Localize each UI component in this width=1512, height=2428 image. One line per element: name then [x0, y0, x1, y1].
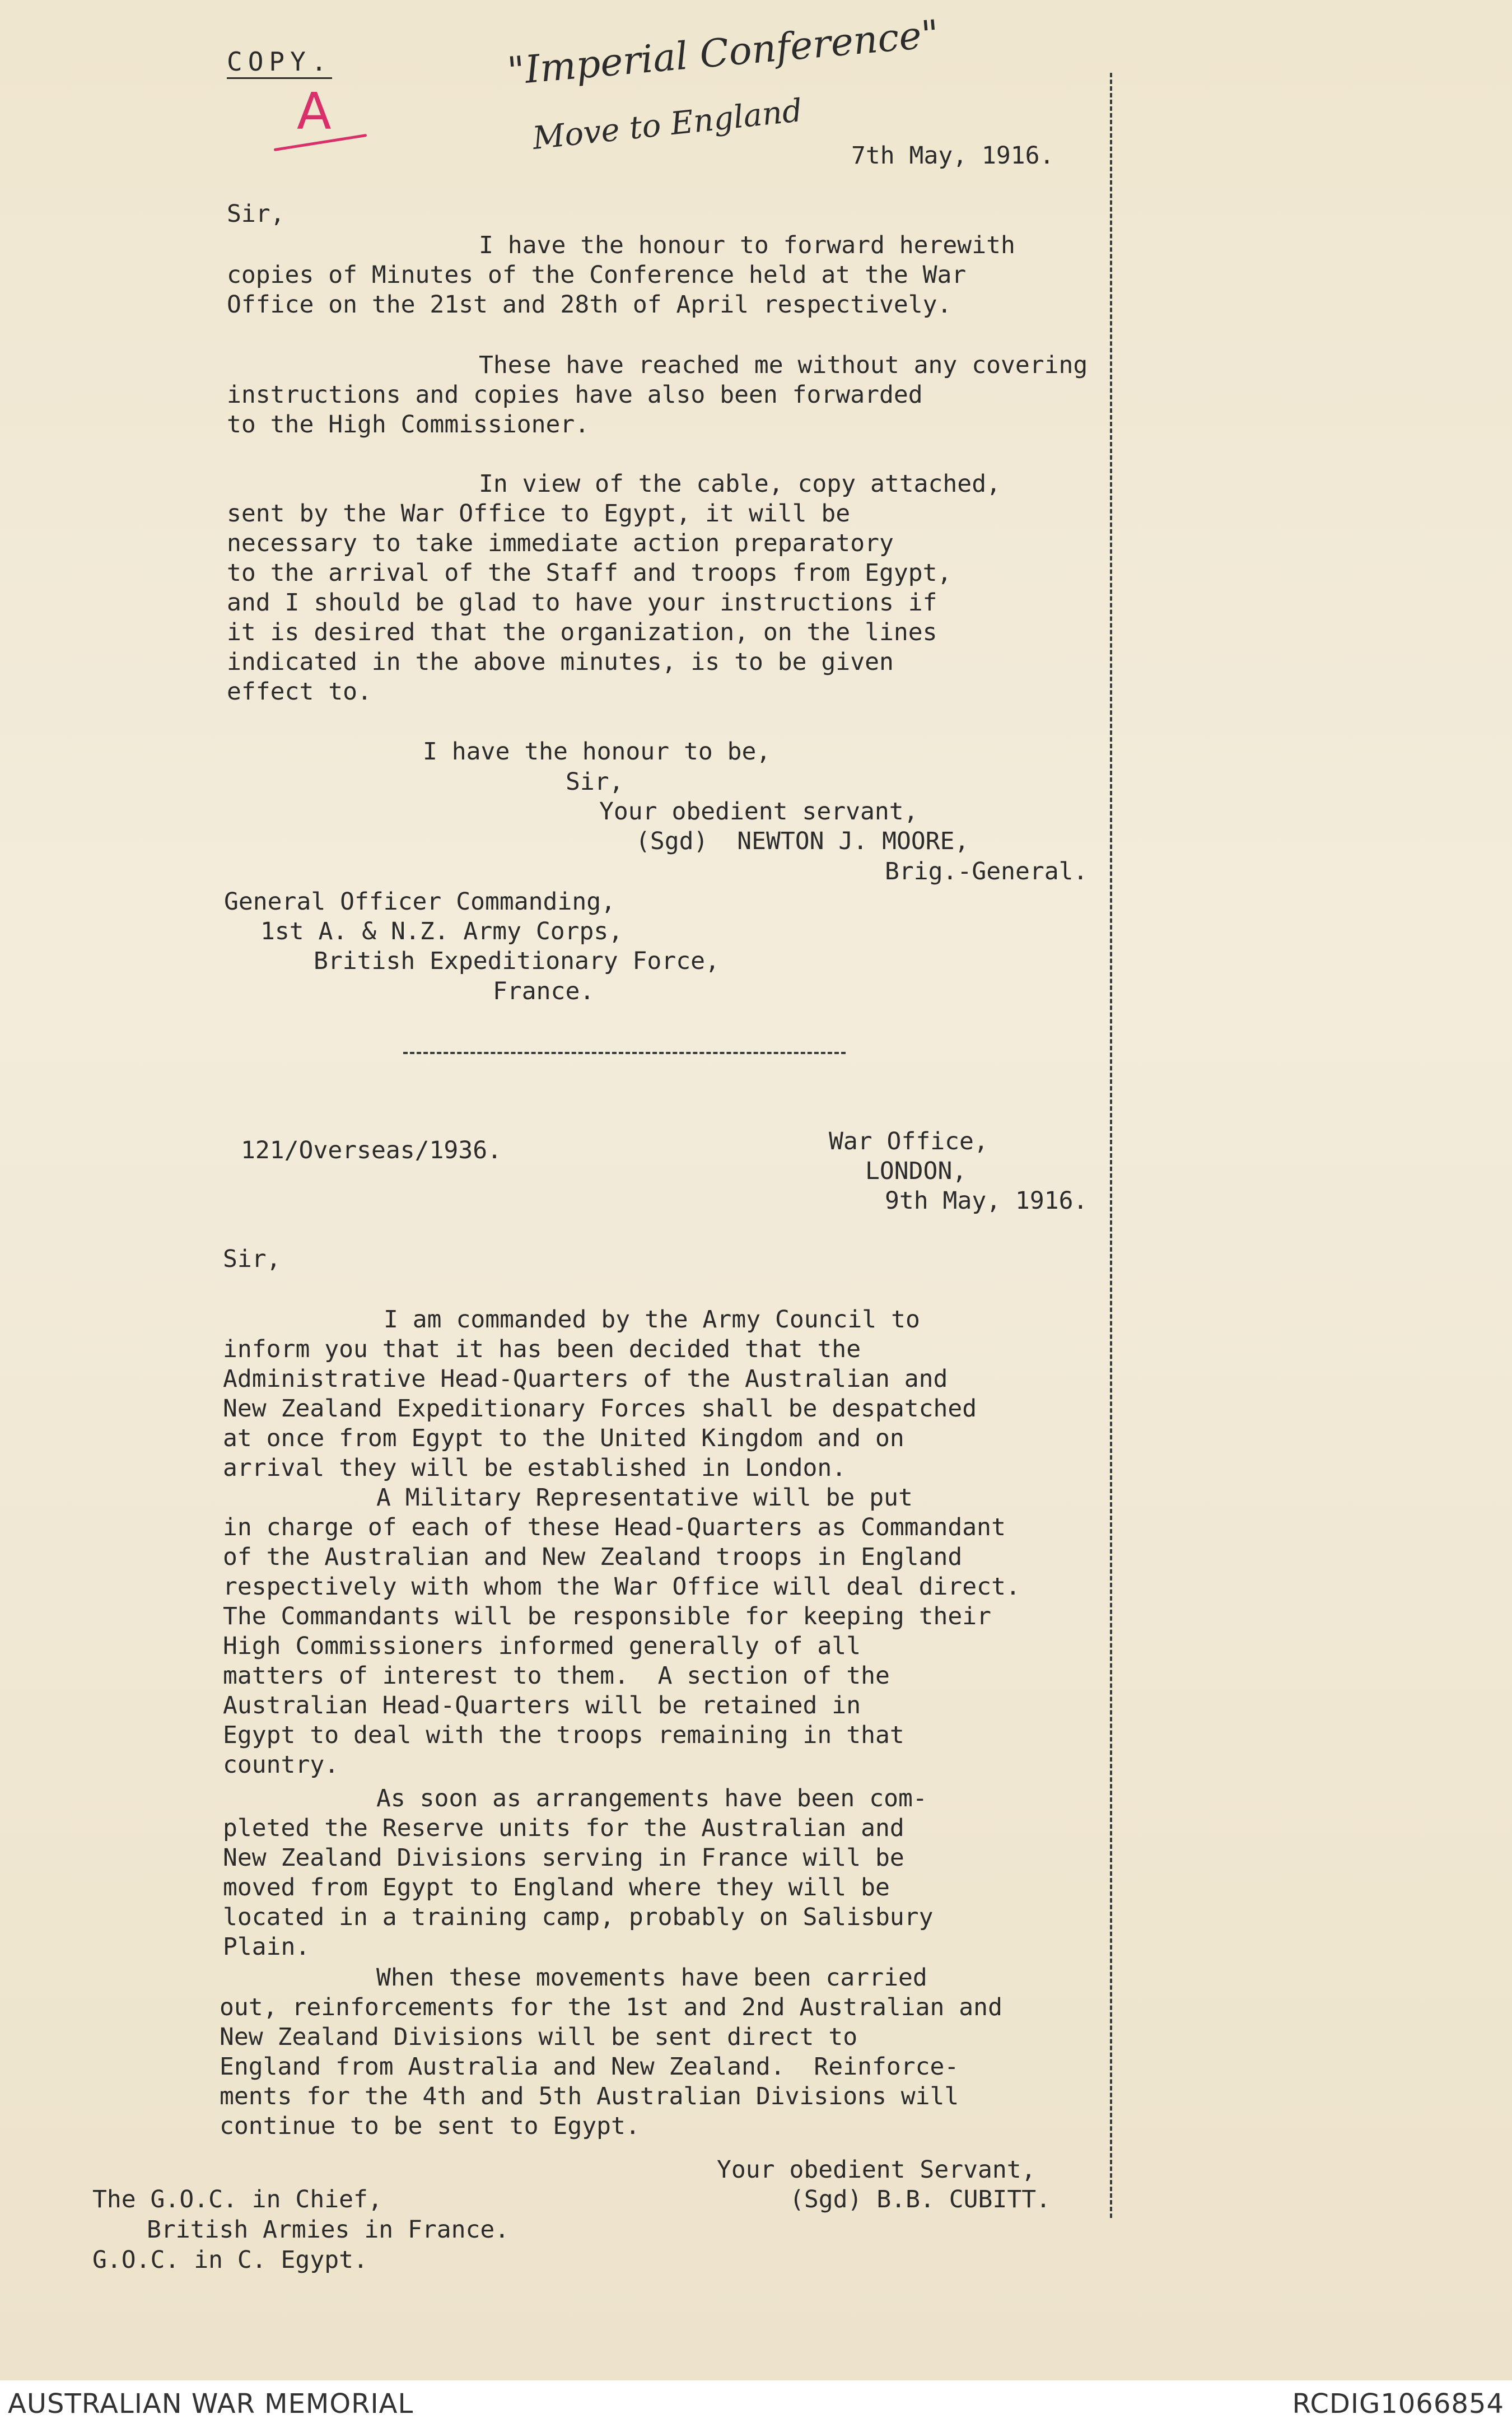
letter2-para2-line: Australian Head-Quarters will be retained in [223, 1691, 861, 1719]
letter2-para3-line: located in a training camp, probably on Salisbury [223, 1903, 934, 1931]
letter1-salutation: Sir, [227, 200, 285, 228]
letter1-para3-line: necessary to take immediate action preparatory [227, 529, 894, 557]
letter2-para2-line: country. [223, 1751, 339, 1779]
letter1-closing-line: I have the honour to be, [423, 738, 771, 766]
letter1-para3-line: effect to. [227, 678, 372, 706]
letter2-closing-line: Your obedient Servant, [717, 2156, 1036, 2184]
letter2-recipient-line: G.O.C. in C. Egypt. [92, 2246, 368, 2274]
letter2-recipient-line: British Armies in France. [147, 2216, 510, 2244]
handwritten-annotation-subtitle: Move to England [530, 92, 804, 157]
letter2-para4-line: ments for the 4th and 5th Australian Divisions will [220, 2082, 959, 2110]
letter1-para1-line: I have the honour to forward herewith [479, 231, 1015, 259]
letter2-para2-line: A Military Representative will be put [376, 1484, 913, 1512]
letter2-para4-line: When these movements have been carried [376, 1964, 927, 1992]
letter1-para3-line: to the arrival of the Staff and troops from Egypt, [227, 559, 952, 587]
fold-line [1110, 73, 1112, 2218]
letter1-closing-line: Sir, [566, 768, 624, 796]
letter2-para1-line: arrival they will be established in London. [223, 1454, 847, 1482]
letter2-para4-line: continue to be sent to Egypt. [220, 2112, 640, 2140]
section-divider [403, 1052, 846, 1054]
letter2-para4-line: England from Australia and New Zealand. Reinforce- [220, 2053, 959, 2081]
letter1-para1-line: copies of Minutes of the Conference held at the War [227, 261, 967, 289]
letter2-para3-line: As soon as arrangements have been com- [376, 1784, 927, 1812]
letter2-para2-line: in charge of each of these Head-Quarters as Commandant [223, 1513, 1006, 1541]
letter2-para2-line: Egypt to deal with the troops remaining in that [223, 1721, 904, 1749]
letter2-para2-line: of the Australian and New Zealand troops in England [223, 1543, 963, 1571]
letter2-para1-line: inform you that it has been decided that the [223, 1335, 861, 1363]
handwritten-annotation-title: "Imperial Conference" [506, 12, 941, 94]
letter2-origin-line: War Office, [829, 1127, 988, 1155]
letter2-para1-line: Administrative Head-Quarters of the Australian and [223, 1365, 948, 1393]
letter2-salutation: Sir, [223, 1245, 281, 1273]
letter1-addressee-line: 1st A. & N.Z. Army Corps, [260, 917, 623, 945]
letter2-para3-line: moved from Egypt to England where they will be [223, 1874, 890, 1902]
letter2-para4-line: out, reinforcements for the 1st and 2nd Australian and [220, 1993, 1002, 2021]
letter1-addressee-line: General Officer Commanding, [224, 888, 615, 916]
footer-credit: AUSTRALIAN WAR MEMORIAL [8, 2388, 414, 2420]
letter2-signature: (Sgd) B.B. CUBITT. [790, 2185, 1051, 2213]
letter1-rank: Brig.-General. [885, 858, 1088, 886]
letter2-para2-line: The Commandants will be responsible for keeping their [223, 1602, 992, 1630]
letter1-signature: (Sgd) NEWTON J. MOORE, [636, 827, 969, 855]
letter1-para2-line: instructions and copies have also been forwarded [227, 381, 923, 409]
letter1-para3-line: indicated in the above minutes, is to be given [227, 648, 894, 676]
letter2-para2-line: matters of interest to them. A section of the [223, 1662, 890, 1690]
letter2-date: 9th May, 1916. [885, 1187, 1088, 1215]
letter2-reference: 121/Overseas/1936. [241, 1136, 502, 1164]
handwritten-mark-a: A [297, 82, 332, 141]
letter1-addressee-line: France. [493, 977, 595, 1005]
letter1-para2-line: to the High Commissioner. [227, 411, 590, 439]
letter1-para2-line: These have reached me without any covering [479, 351, 1088, 379]
letter2-para1-line: at once from Egypt to the United Kingdom and on [223, 1424, 904, 1452]
letter2-para3-line: pleted the Reserve units for the Australian and [223, 1814, 904, 1842]
letter2-para1-line: New Zealand Expeditionary Forces shall be despatched [223, 1395, 977, 1423]
letter2-para3-line: New Zealand Divisions serving in France will be [223, 1844, 904, 1872]
letter2-para2-line: High Commissioners informed generally of all [223, 1632, 861, 1660]
letter1-closing-line: Your obedient servant, [599, 798, 918, 826]
letter1-para3-line: and I should be glad to have your instructions if [227, 589, 937, 617]
letter1-para3-line: it is desired that the organization, on the lines [227, 618, 937, 646]
letter1-para3-line: sent by the War Office to Egypt, it will be [227, 500, 851, 528]
letter1-addressee-line: British Expeditionary Force, [314, 947, 720, 975]
copy-label: COPY. [227, 46, 332, 79]
footer-id: RCDIG1066854 [1292, 2388, 1504, 2420]
letter2-para3-line: Plain. [223, 1933, 310, 1961]
letter2-origin-line: LONDON, [865, 1157, 967, 1185]
letter2-para2-line: respectively with whom the War Office will deal direct. [223, 1573, 1020, 1601]
letter1-date: 7th May, 1916. [851, 142, 1054, 170]
letter2-para4-line: New Zealand Divisions will be sent direct to [220, 2023, 858, 2051]
letter2-recipient-line: The G.O.C. in Chief, [92, 2185, 382, 2213]
letter1-para1-line: Office on the 21st and 28th of April respectively. [227, 291, 952, 319]
letter1-para3-line: In view of the cable, copy attached, [479, 470, 1001, 498]
letter2-para1-line: I am commanded by the Army Council to [384, 1306, 920, 1334]
